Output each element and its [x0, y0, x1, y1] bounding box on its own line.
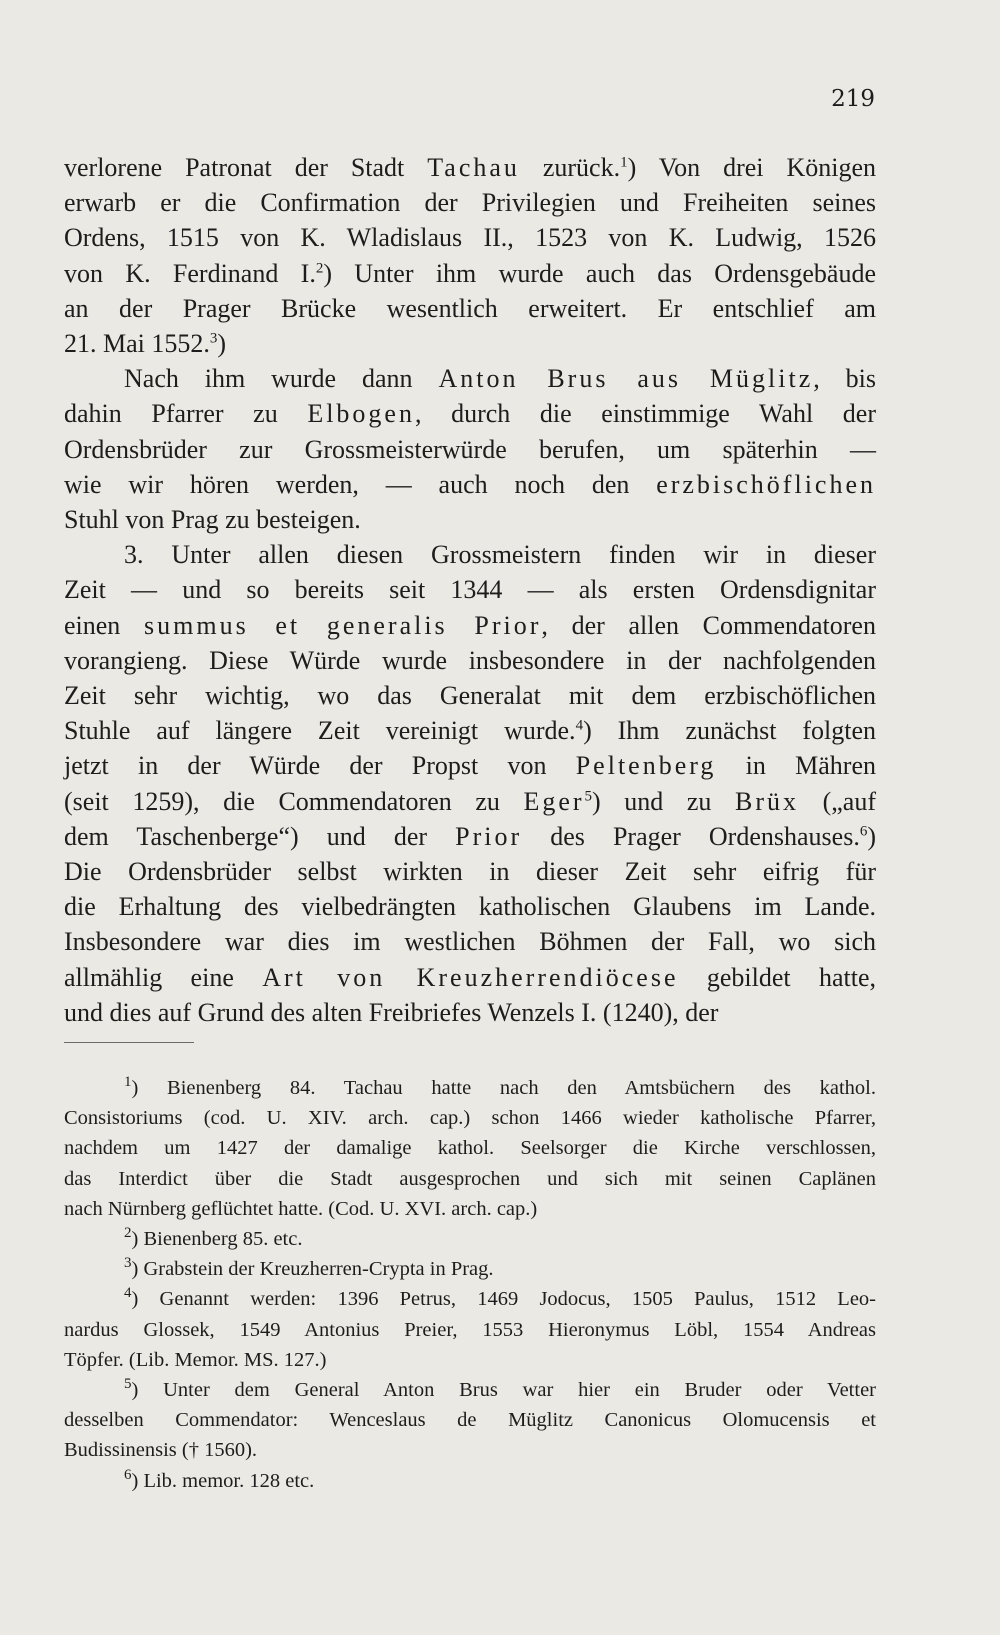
text-line: allmählig eine Art von Kreuzherrendiöcese gebildet hatte, — [64, 962, 877, 992]
text-line: Die Ordensbrüder selbst wirkten in dieser Zeit sehr eifrig für — [64, 857, 876, 887]
spaced-emphasis: Brüx — [735, 786, 800, 816]
footnote — [64, 1254, 876, 1284]
footnote-line: desselben Commendator: Wenceslaus de Müglitz Canonicus Olomucensis et — [64, 1409, 876, 1432]
footnote-marker: 5 — [124, 1376, 132, 1393]
footnote-line: nachdem um 1427 der damalige kathol. Seelsorger die Kirche verschlossen, — [64, 1137, 876, 1160]
spaced-emphasis: Eger — [523, 786, 585, 816]
text-line: an der Prager Brücke wesentlich erweitert. Er entschlief am — [64, 293, 876, 323]
footnote-line: $^2$) Bienenberg 85. etc. — [124, 1225, 303, 1251]
text-line: verlorene Patronat der Stadt Tachau zurück.$^1$) Von drei Königen — [64, 153, 876, 182]
footnote-marker: 6 — [859, 823, 868, 840]
footnote-line: $^4$) Genannt werden: 1396 Petrus, 1469 Jodocus, 1505 Paulus, 1512 Leo- — [124, 1285, 876, 1311]
text-line: 3. Unter allen diesen Grossmeistern finden wir in dieser — [124, 540, 876, 570]
footnote-marker: 3 — [209, 330, 218, 347]
text-line: einen summus et generalis Prior, der allen Commendatoren — [64, 610, 876, 640]
footnote-marker: 1 — [124, 1074, 132, 1091]
spaced-emphasis: summus et generalis Prior — [144, 610, 542, 640]
text-line: 21. Mai 1552.$^3$) — [64, 329, 227, 359]
footnotes — [64, 1073, 876, 1496]
spaced-emphasis: erzbischöflichen — [656, 469, 876, 499]
footnote-marker: 1 — [620, 154, 628, 171]
text-line: Nach ihm wurde dann Anton Brus aus Müglitz, bis — [124, 364, 876, 394]
text-line: dahin Pfarrer zu Elbogen, durch die einstimmige Wahl der — [64, 399, 877, 429]
text-line: von K. Ferdinand I.$^2$) Unter ihm wurde auch das Ordensgebäude — [64, 258, 876, 288]
text-line: erwarb er die Confirmation der Privilegien und Freiheiten seines — [64, 188, 876, 218]
text-line: Stuhl von Prag zu besteigen. — [64, 505, 361, 535]
footnote — [64, 1375, 876, 1466]
paragraph — [64, 361, 876, 537]
footnote-line: Budissinensis († 1560). — [64, 1439, 258, 1462]
text-line: Zeit sehr wichtig, wo das Generalat mit dem erzbischöflichen — [64, 681, 876, 711]
text-line: Zeit — und so bereits seit 1344 — als ersten Ordensdignitar — [64, 575, 876, 605]
footnote-marker: 2 — [315, 259, 324, 276]
spaced-emphasis: Elbogen — [307, 399, 415, 429]
footnote-rule — [64, 1042, 194, 1043]
footnote-line: $^6$) Lib. memor. 128 etc. — [124, 1466, 315, 1492]
text-line: die Erhaltung des vielbedrängten katholischen Glaubens im Lande. — [64, 892, 876, 922]
text-line: jetzt in der Würde der Propst von Peltenberg in Mähren — [64, 751, 876, 781]
text-line: Ordensbrüder zur Grossmeisterwürde berufen, um späterhin — — [64, 434, 876, 464]
paragraph — [64, 150, 876, 361]
text-line: und dies auf Grund des alten Freibriefes Wenzels I. (1240), der — [64, 997, 719, 1027]
text-line: dem Taschenberge“) und der Prior des Prager Ordenshauses.$^6$) — [64, 821, 876, 851]
spaced-emphasis: Prior — [455, 821, 523, 851]
footnote-line: Töpfer. (Lib. Memor. MS. 127.) — [64, 1348, 327, 1371]
paragraph — [64, 537, 876, 1030]
spaced-emphasis: Art von Kreuzherrendiöcese — [262, 962, 679, 992]
spaced-emphasis: Tachau — [427, 153, 520, 182]
footnote-marker: 3 — [124, 1255, 132, 1272]
text-line: Ordens, 1515 von K. Wladislaus II., 1523 von K. Ludwig, 1526 — [64, 223, 876, 253]
footnote-marker: 4 — [124, 1285, 132, 1302]
text-line: Stuhle auf längere Zeit vereinigt wurde.$^4$) Ihm zunächst folgten — [64, 716, 876, 746]
spaced-emphasis: Anton Brus aus Müglitz — [438, 364, 814, 394]
footnote-marker: 6 — [124, 1466, 132, 1483]
footnote — [64, 1284, 876, 1375]
footnote-marker: 4 — [575, 717, 584, 734]
text-line: vorangieng. Diese Würde wurde insbesondere in der nachfolgenden — [64, 645, 876, 675]
footnote-line: nardus Glossek, 1549 Antonius Preier, 1553 Hieronymus Löbl, 1554 Andreas — [64, 1318, 876, 1341]
footnote-line: $^1$) Bienenberg 84. Tachau hatte nach den Amtsbüchern des kathol. — [124, 1074, 876, 1099]
page-number: 219 — [831, 86, 875, 112]
footnote-line: Consistoriums (cod. U. XIV. arch. cap.) schon 1466 wieder katholische Pfarrer, — [64, 1107, 876, 1130]
footnote-line: $^5$) Unter dem General Anton Brus war hier ein Bruder oder Vetter — [124, 1376, 876, 1402]
footnote-marker: 5 — [584, 788, 593, 804]
footnote — [64, 1073, 876, 1224]
footnote — [64, 1224, 876, 1254]
spaced-emphasis: Peltenberg — [575, 751, 717, 781]
text-line: wie wir hören werden, — auch noch den erzbischöflichen — [64, 469, 876, 499]
text-line: (seit 1259), die Commendatoren zu Eger$^5$) und zu Brüx („auf — [64, 786, 876, 816]
footnote-line: nach Nürnberg geflüchtet hatte. (Cod. U. XVI. arch. cap.) — [64, 1197, 538, 1220]
text-line: Insbesondere war dies im westlichen Böhmen der Fall, wo sich — [64, 927, 876, 957]
footnote-marker: 2 — [124, 1225, 132, 1242]
main-text — [64, 150, 876, 1030]
footnote — [64, 1466, 876, 1496]
footnote-line: das Interdict über die Stadt ausgesprochen und sich mit seinen Caplänen — [64, 1167, 876, 1190]
footnote-line: $^3$) Grabstein der Kreuzherren-Crypta in Prag. — [124, 1255, 494, 1281]
